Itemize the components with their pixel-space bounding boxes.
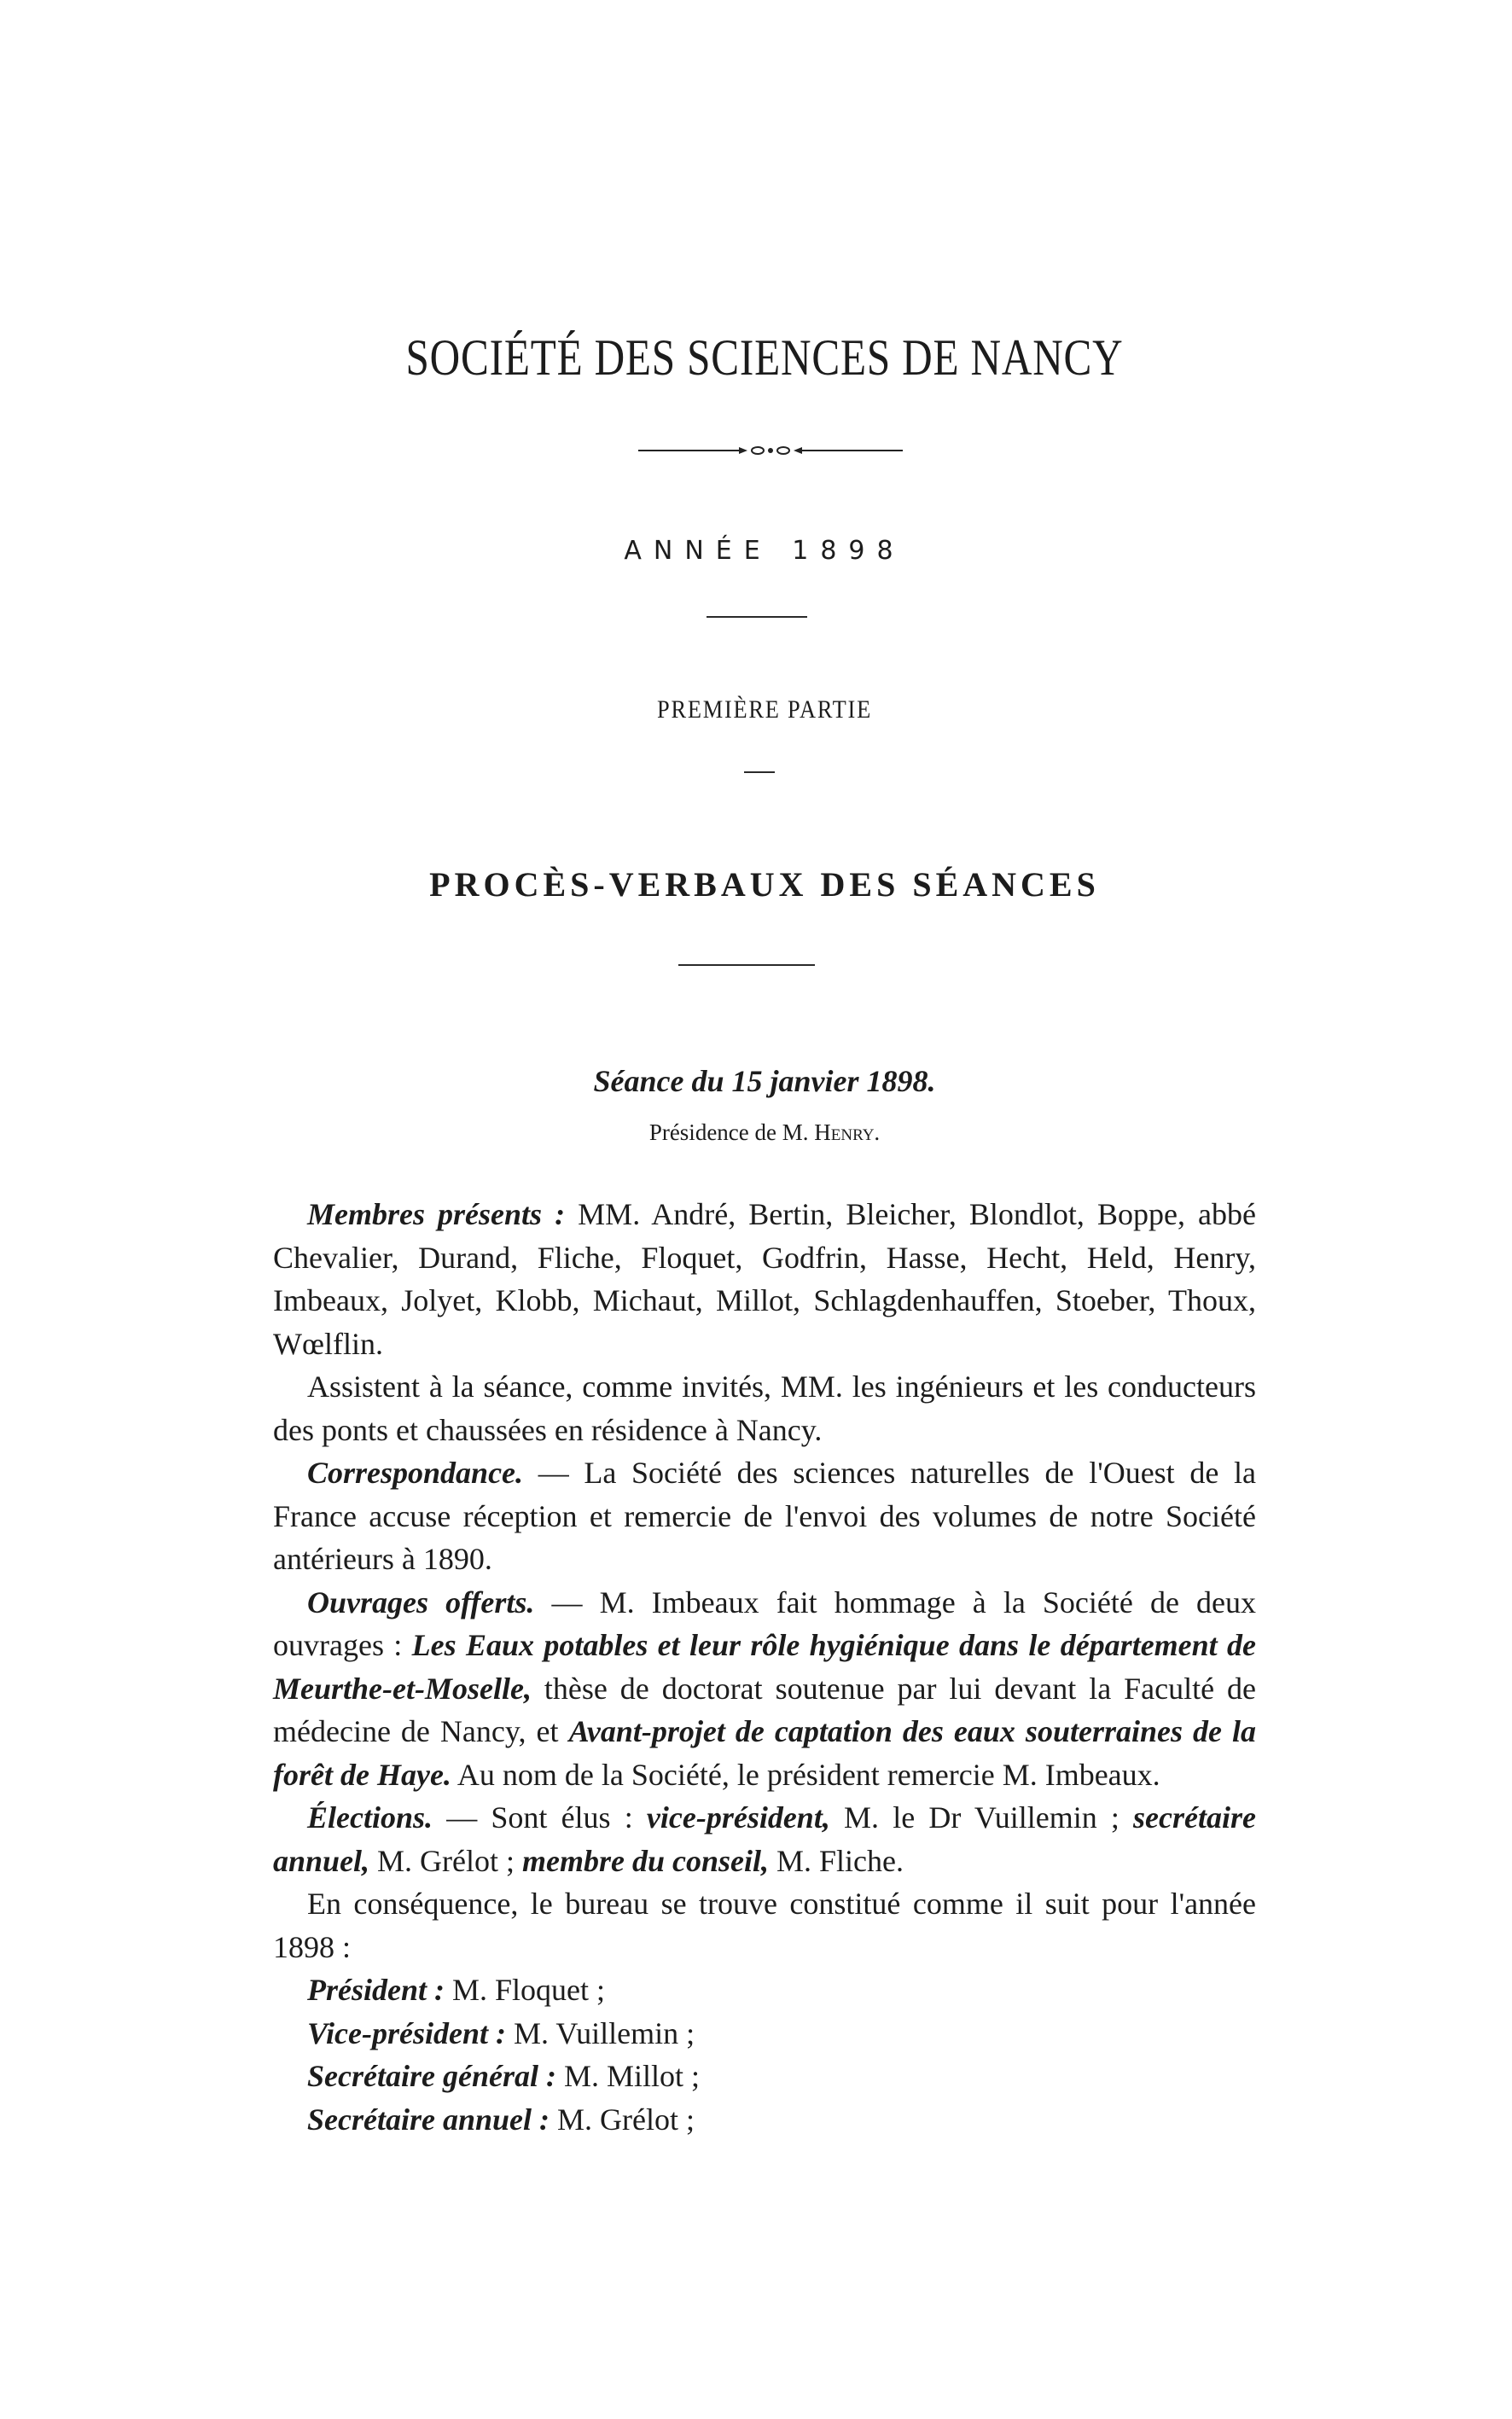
officers-list (273, 1968, 1256, 2141)
works-text: thèse de doctorat soutenue par lui devant la Faculté de médecine de Nancy, et (273, 1671, 1256, 1748)
officer-name: M. Floquet ; (444, 1973, 605, 2007)
officer-row (307, 2012, 1256, 2056)
ornament-divider (638, 444, 903, 457)
year-heading: ANNÉE 1898 (624, 536, 905, 566)
work-title: Avant-projet de captation des eaux souterraines de la forêt de Haye. (273, 1714, 1256, 1792)
works-label: Ouvrages offerts. (307, 1585, 535, 1619)
elected-role: secrétaire annuel, (273, 1800, 1256, 1878)
works-text: Au nom de la Société, le président remercie M. Imbeaux. (451, 1757, 1160, 1792)
elections-text: M. le Dr Vuillemin ; (829, 1800, 1134, 1835)
officer-role: Président : (307, 1973, 445, 2007)
bureau-paragraph: En conséquence, le bureau se trouve constitué comme il suit pour l'année 1898 : (273, 1887, 1256, 1964)
elections-text: M. Grélot ; (369, 1843, 523, 1878)
correspondence-paragraph (273, 1451, 1256, 1581)
document-page (273, 0, 1256, 2419)
elected-role: vice-président, (646, 1800, 830, 1835)
elections-text: — Sont élus : (433, 1800, 647, 1835)
minutes-body (273, 1193, 1256, 2141)
officer-row (307, 2055, 1256, 2098)
correspondence-text: — La Société des sciences naturelles de l'Ouest de la France accuse réception et remercie de l'envoi des volumes de notre Société antérieurs à 1890. (273, 1456, 1256, 1576)
members-list: MM. André, Bertin, Bleicher, Blondlot, Boppe, abbé Chevalier, Durand, Fliche, Floquet, Godfrin, Hasse, Hecht, Held, Henry, Imbeaux, Jolyet, Klobb, Michaut, Millot, Schlagdenhauffen, Stoeber, Thoux, Wœlflin. (273, 1197, 1256, 1361)
members-paragraph (273, 1193, 1256, 1365)
works-paragraph (273, 1581, 1256, 1797)
minutes-heading: PROCÈS-VERBAUX DES SÉANCES (429, 865, 1100, 904)
president-name: Henry. (814, 1119, 881, 1145)
officer-name: M. Grélot ; (550, 2102, 695, 2137)
session-title: Séance du 15 janvier 1898. (593, 1064, 936, 1098)
works-text: — M. Imbeaux fait hommage à la Société de deux ouvrages : (273, 1585, 1256, 1662)
elected-role: membre du conseil, (522, 1843, 770, 1878)
officer-name: M. Millot ; (555, 2059, 700, 2093)
elections-text: M. Fliche. (769, 1843, 904, 1878)
work-title: Les Eaux potables et leur rôle hygiénique dans le département de Meurthe-et-Moselle, (273, 1628, 1256, 1706)
elections-paragraph (273, 1796, 1256, 1882)
correspondence-label: Correspondance. (307, 1456, 524, 1490)
members-label: Membres présents : (307, 1197, 566, 1231)
divider-rule (744, 771, 775, 773)
elections-label: Élections. (307, 1800, 433, 1835)
officer-role: Secrétaire annuel : (307, 2102, 550, 2137)
officer-name: M. Vuillemin ; (505, 2015, 695, 2050)
presidency-prefix: Présidence de M. (648, 1119, 809, 1145)
officer-row (307, 1968, 1256, 2012)
divider-rule (678, 964, 815, 966)
part-heading: PREMIÈRE PARTIE (657, 695, 872, 724)
society-title: SOCIÉTÉ DES SCIENCES DE NANCY (405, 329, 1124, 386)
officer-role: Secrétaire général : (307, 2059, 556, 2093)
officer-row (307, 2098, 1256, 2142)
divider-rule (707, 616, 807, 618)
guests-paragraph: Assistent à la séance, comme invités, MM. les ingénieurs et les conducteurs des ponts et chaussées en résidence à Nancy. (273, 1369, 1256, 1447)
officer-role: Vice-président : (307, 2015, 506, 2050)
presidency-line (273, 1119, 1256, 1146)
